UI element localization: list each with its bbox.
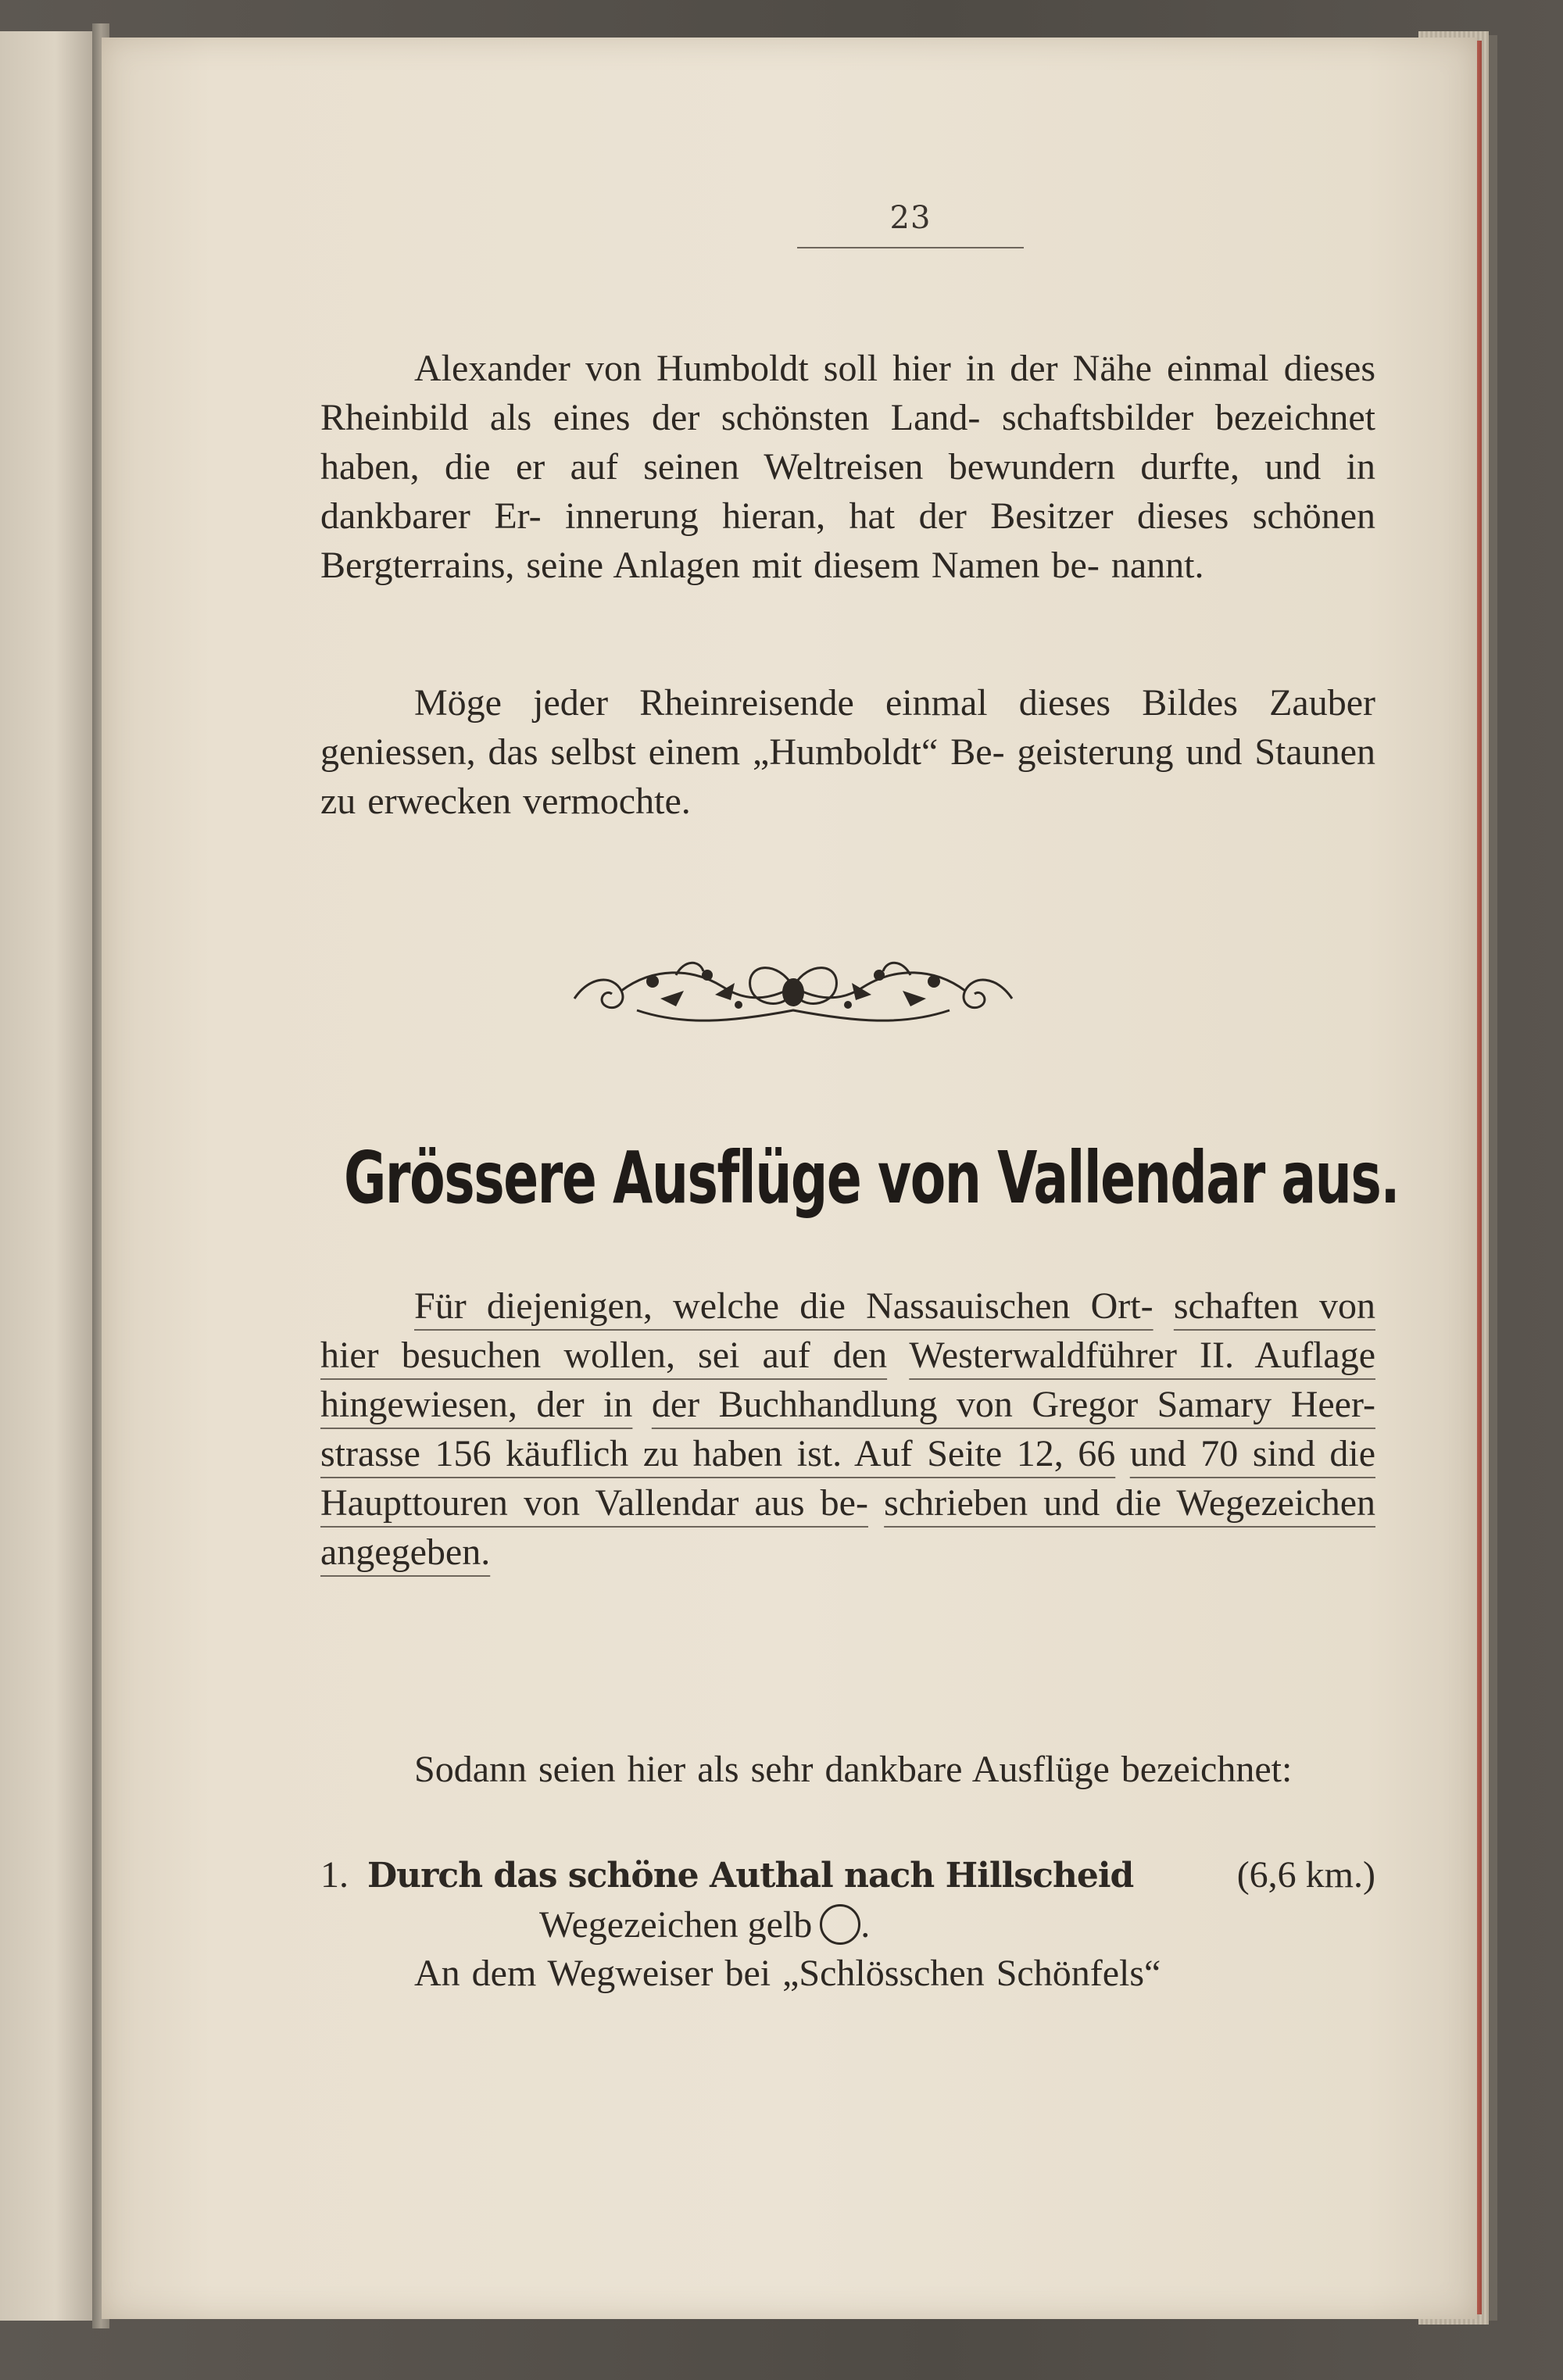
paragraph-line: Möge jeder Rheinreisende einmal dieses Bildes: [414, 682, 1238, 724]
paragraph-line: schrieben und die Wegezeichen angegeben.: [320, 1482, 1376, 1573]
paragraph-line: Zauber geniessen, das selbst einem „Humboldt“ Be-: [320, 682, 1376, 773]
page-header: [797, 200, 1024, 248]
book-page: [102, 38, 1477, 2319]
floral-vignette-ornament-icon: [559, 944, 1028, 1038]
paragraph-line: nannt.: [1111, 545, 1204, 586]
excursion-distance: (6,6 km.): [1236, 1854, 1375, 1896]
marker-label: Wegezeichen gelb: [539, 1904, 813, 1946]
excursion-number: 1.: [320, 1854, 349, 1896]
paragraph-rheinreisende: [320, 678, 1375, 826]
paragraph-line: Westerwaldführer II. Auflage hingewiesen, der in: [320, 1335, 1375, 1425]
marker-end: .: [860, 1904, 871, 1946]
paragraph-wegweiser: [320, 1949, 1375, 1998]
paragraph-line: schaften von hier besuchen wollen, sei auf den: [320, 1285, 1375, 1376]
section-heading: Grössere Ausflüge von Vallendar aus.: [344, 1136, 1400, 1220]
paragraph-line: Weltreisen bewundern durfte, und in dankbarer Er-: [320, 446, 1375, 537]
paragraph-line: der Buchhandlung von Gregor Samary Heer-: [651, 1384, 1375, 1425]
paragraph-humboldt: [320, 344, 1375, 590]
excursion-item-1: [320, 1850, 1375, 1949]
paragraph-line: An dem Wegweiser bei „Schlösschen Schönfels“: [414, 1953, 1161, 1994]
paragraph-line: strasse 156 käuflich zu haben ist. Auf Seite 12, 66: [320, 1433, 1116, 1474]
paragraph-line: Alexander von Humboldt soll hier in der Nähe: [414, 348, 1152, 389]
left-page-edge: [0, 31, 95, 2321]
paragraph-line: bezeichnet:: [1121, 1749, 1293, 1790]
excursion-title: Durch das schöne Authal nach Hillscheid: [367, 1856, 1134, 1896]
paragraph-line: Für diejenigen, welche die Nassauischen Ort-: [414, 1285, 1153, 1327]
page-number: 23: [889, 200, 932, 236]
excursion-title-line: [320, 1850, 1375, 1900]
paragraph-line: schaftsbilder bezeichnet haben, die er auf seinen: [320, 397, 1376, 488]
paragraph-line: einmal dieses Rheinbild als eines der schönsten Land-: [320, 348, 1376, 438]
paragraph-line: innerung hieran, hat der Besitzer dieses schönen: [565, 495, 1375, 537]
header-rule: [797, 247, 1024, 248]
circle-waymark-icon: [820, 1904, 860, 1945]
paragraph-line: geisterung und Staunen zu erwecken vermochte.: [320, 731, 1376, 822]
excursion-marker-line: [320, 1900, 1375, 1949]
paragraph-ausfluege: [320, 1745, 1375, 1794]
paragraph-line: Bergterrains, seine Anlagen mit diesem Namen be-: [320, 545, 1100, 586]
paragraph-line: und 70 sind die Haupttouren von Vallendar aus be-: [320, 1433, 1376, 1524]
paragraph-line: Sodann seien hier als sehr dankbare Ausflüge: [414, 1749, 1110, 1790]
paragraph-westerwaldfuehrer: [320, 1281, 1375, 1577]
